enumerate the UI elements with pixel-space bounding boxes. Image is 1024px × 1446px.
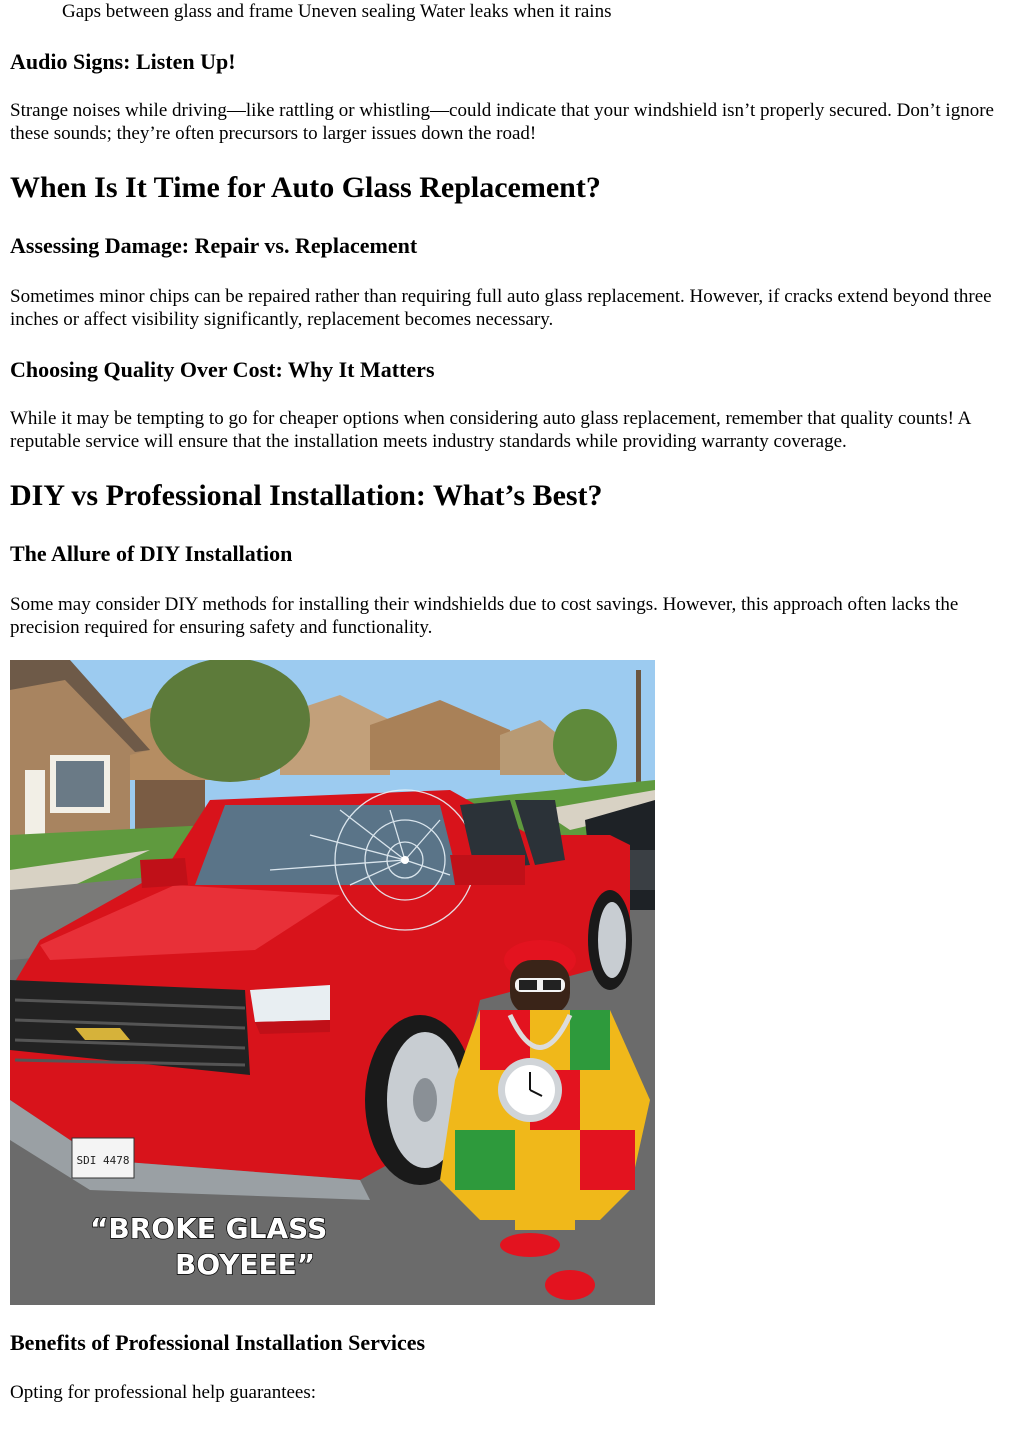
allure-of-diy-heading: The Allure of DIY Installation — [10, 541, 293, 566]
audio-signs-paragraph: Strange noises while driving—like rattling or whistling—could indicate that your windshield isn’t properly secured. Don’t ignore these sounds; they’re often precursors to larger issues down the road! — [10, 100, 994, 144]
license-plate-text: SDI 4478 — [76, 1154, 130, 1167]
replacement-heading: When Is It Time for Auto Glass Replacement? — [10, 171, 601, 204]
benefits-professional-paragraph: Opting for professional help guarantees: — [10, 1382, 317, 1403]
broken-windshield-truck-image — [10, 660, 655, 1305]
image-caption-line1: “BROKE GLASS — [90, 1212, 328, 1245]
image-caption-line2: BOYEEE” — [175, 1248, 316, 1281]
quality-over-cost-paragraph: While it may be tempting to go for cheaper options when considering auto glass replacement, remember that quality counts! A reputable service will ensure that the installation meets industry standards while providing warranty coverage. — [10, 408, 971, 452]
allure-of-diy-paragraph: Some may consider DIY methods for installing their windshields due to cost savings. However, this approach often lacks the precision required for ensuring safety and functionality. — [10, 594, 959, 638]
audio-signs-heading: Audio Signs: Listen Up! — [10, 49, 236, 74]
quality-over-cost-heading: Choosing Quality Over Cost: Why It Matters — [10, 357, 435, 382]
assessing-damage-heading: Assessing Damage: Repair vs. Replacement — [10, 233, 418, 258]
benefits-professional-heading: Benefits of Professional Installation Services — [10, 1330, 426, 1355]
diy-vs-professional-heading: DIY vs Professional Installation: What’s Best? — [10, 479, 603, 512]
leak-signs-list-line: Gaps between glass and frame Uneven sealing Water leaks when it rains — [62, 1, 612, 22]
assessing-damage-paragraph: Sometimes minor chips can be repaired rather than requiring full auto glass replacement. However, if cracks extend beyond three inches or affect visibility significantly, replacement becomes necessary. — [10, 286, 992, 330]
